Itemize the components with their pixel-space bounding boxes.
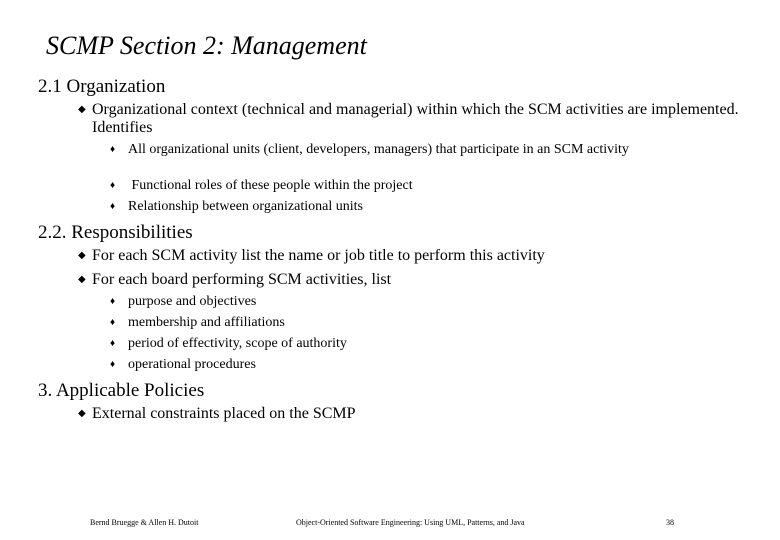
list-item-text: For each SCM activity list the name or job title to perform this activity bbox=[92, 247, 545, 264]
list-item-text: External constraints placed on the SCMP bbox=[92, 405, 356, 422]
diamond-bullet-icon: ♦ bbox=[110, 338, 116, 349]
section-heading-responsibilities: 2.2. Responsibilities bbox=[38, 222, 193, 243]
list-item bbox=[78, 101, 742, 137]
diamond-bullet-icon: ◆ bbox=[78, 274, 86, 285]
diamond-bullet-icon: ◆ bbox=[78, 408, 86, 419]
diamond-bullet-icon: ♦ bbox=[110, 317, 116, 328]
footer-page-number: 38 bbox=[666, 518, 674, 527]
diamond-bullet-icon: ♦ bbox=[110, 180, 116, 191]
sub-list-item-text: Relationship between organizational units bbox=[128, 199, 363, 214]
sub-list-item bbox=[110, 178, 708, 194]
section-heading-applicable-policies: 3. Applicable Policies bbox=[38, 380, 205, 401]
list-item-text: Organizational context (technical and managerial) within which the SCM activities are implemented. Identifies bbox=[92, 101, 739, 136]
sub-list-item bbox=[110, 357, 708, 373]
diamond-bullet-icon: ♦ bbox=[110, 201, 116, 212]
sub-list-item bbox=[110, 142, 708, 158]
sub-list-item-text: Functional roles of these people within the project bbox=[128, 178, 413, 193]
sub-list-item bbox=[110, 315, 708, 331]
list-item bbox=[78, 271, 742, 289]
slide-title: SCMP Section 2: Management bbox=[46, 31, 367, 60]
diamond-bullet-icon: ♦ bbox=[110, 359, 116, 370]
sub-list-item-text: membership and affiliations bbox=[128, 315, 285, 330]
list-item bbox=[78, 405, 742, 423]
diamond-bullet-icon: ◆ bbox=[78, 104, 86, 115]
footer-book-title: Object-Oriented Software Engineering: Using UML, Patterns, and Java bbox=[296, 518, 525, 527]
diamond-bullet-icon: ♦ bbox=[110, 296, 116, 307]
sub-list-item bbox=[110, 336, 708, 352]
list-item bbox=[78, 247, 742, 265]
sub-list-item-text: period of effectivity, scope of authority bbox=[128, 336, 347, 351]
sub-list-item-text: All organizational units (client, developers, managers) that participate in an SCM activity bbox=[128, 142, 629, 157]
list-item-text: For each board performing SCM activities, list bbox=[92, 271, 392, 288]
diamond-bullet-icon: ♦ bbox=[110, 144, 116, 155]
sub-list-item bbox=[110, 294, 708, 310]
sub-list-item bbox=[110, 199, 708, 215]
section-heading-organization: 2.1 Organization bbox=[38, 76, 166, 97]
sub-list-item-text: operational procedures bbox=[128, 357, 256, 372]
diamond-bullet-icon: ◆ bbox=[78, 250, 86, 261]
sub-list-item-text: purpose and objectives bbox=[128, 294, 257, 309]
footer-authors: Bernd Bruegge & Allen H. Dutoit bbox=[90, 518, 199, 527]
